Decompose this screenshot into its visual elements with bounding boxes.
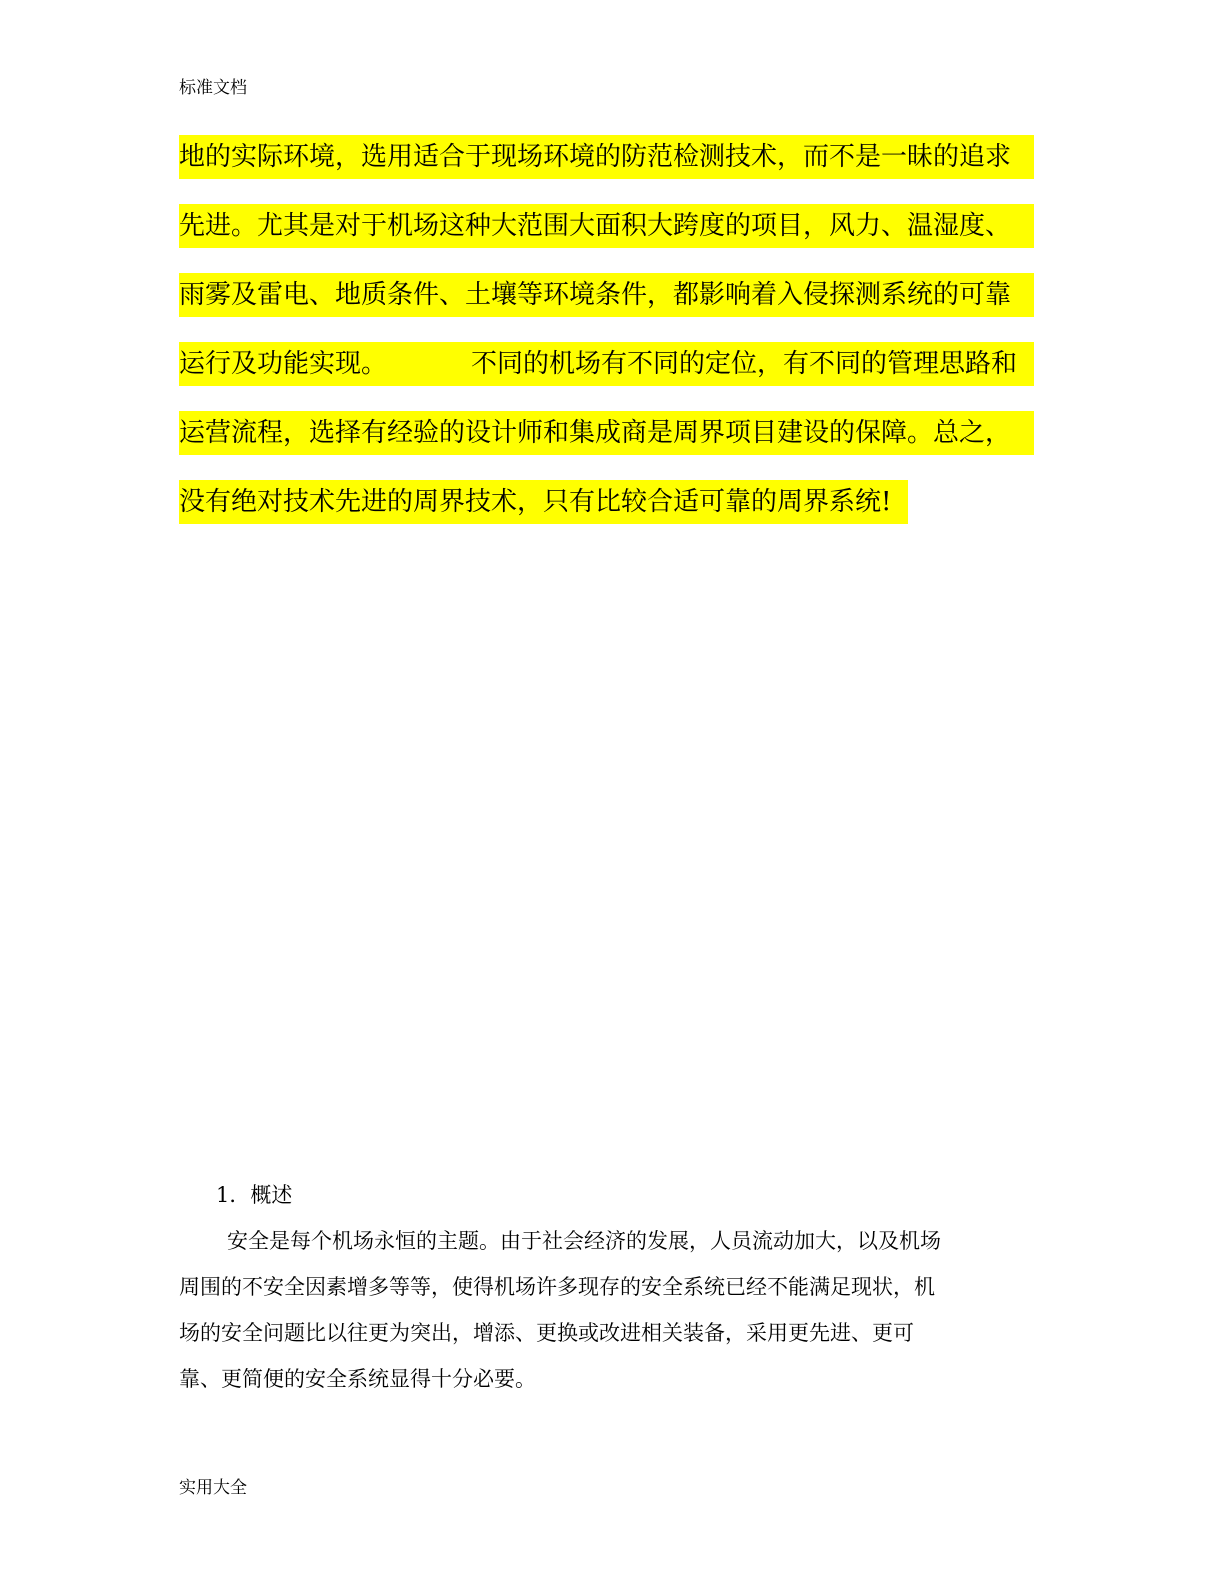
- highlighted-line-segment: 运行及功能实现。: [179, 349, 388, 379]
- highlighted-line: 先进。尤其是对于机场这种大范围大面积大跨度的项目，风力、温湿度、: [179, 204, 1034, 248]
- paragraph-line: 安全是每个机场永恒的主题。由于社会经济的发展，人员流动加大，以及机场: [227, 1229, 941, 1253]
- section-heading: 1．概述: [216, 1183, 293, 1207]
- highlighted-line: 地的实际环境，选用适合于现场环境的防范检测技术，而不是一昧的追求: [179, 135, 1034, 179]
- highlighted-line: [179, 342, 1034, 386]
- page-header: 标准文档: [179, 78, 247, 98]
- highlighted-line-segment: 不同的机场有不同的定位，有不同的管理思路和: [471, 349, 1018, 379]
- paragraph-line: 周围的不安全因素增多等等，使得机场许多现存的安全系统已经不能满足现状，机: [179, 1275, 935, 1299]
- paragraph-line: 靠、更简便的安全系统显得十分必要。: [179, 1367, 536, 1391]
- page-footer: 实用大全: [179, 1478, 247, 1498]
- highlighted-line: 没有绝对技术先进的周界技术，只有比较合适可靠的周界系统!: [179, 480, 908, 524]
- paragraph-line: 场的安全问题比以往更为突出，增添、更换或改进相关装备，采用更先进、更可: [179, 1321, 914, 1345]
- highlighted-line: 雨雾及雷电、地质条件、土壤等环境条件，都影响着入侵探测系统的可靠: [179, 273, 1034, 317]
- highlighted-line: 运营流程，选择有经验的设计师和集成商是周界项目建设的保障。总之，: [179, 411, 1034, 455]
